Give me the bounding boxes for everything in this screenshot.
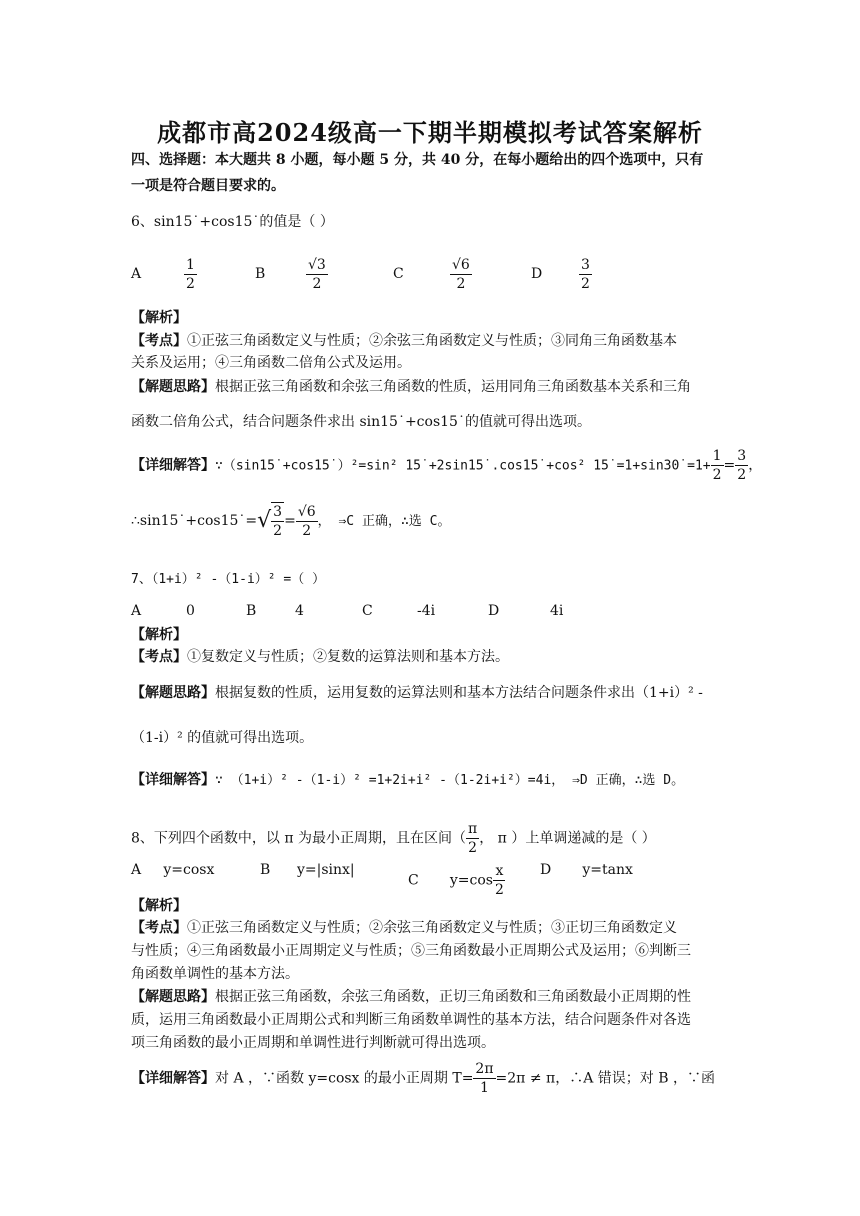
detail-expr: ∵（sin15˙+cos15˙）²=sin² 15˙+2sin15˙.cos15˙+cos² 15˙=1+sin30˙=1+	[215, 458, 711, 474]
q7-option-b-letter: B	[246, 603, 257, 619]
detail-conclusion: ， ⇒C 正确，∴选 C。	[317, 514, 451, 529]
q6-option-b-letter: B	[255, 266, 266, 282]
q7-option-c-letter: C	[362, 603, 373, 619]
fraction-numerator: √6	[452, 257, 470, 273]
q8-option-b: B y=|sinx|	[260, 862, 355, 878]
silu-label: 【解题思路】	[131, 379, 215, 395]
fraction-denominator: 2	[273, 523, 283, 539]
stem-text: 8、下列四个函数中，以 π 为最小正周期，且在区间（	[131, 830, 467, 847]
q6-silu-line1	[131, 377, 691, 397]
fraction-numerator: √3	[308, 257, 326, 273]
fraction-denominator: 2	[581, 276, 590, 292]
fraction	[735, 447, 748, 484]
fraction	[711, 447, 724, 484]
q6-option-a-value	[184, 256, 197, 293]
q8-option-a: A y=cosx	[131, 862, 215, 878]
equals-sign: =	[723, 457, 736, 474]
option-text: C y=cos	[408, 872, 493, 889]
q6-kaodian-line2: 关系及运用；④三角函数二倍角公式及运用。	[131, 355, 411, 371]
section-header-line2: 一项是符合题目要求的。	[131, 178, 285, 194]
fraction-numerator: 3	[737, 448, 747, 464]
fraction-denominator: 2	[712, 467, 722, 483]
fraction-denominator: 2	[186, 276, 195, 292]
detail-label: 【详细解答】	[131, 457, 215, 474]
silu-label: 【解题思路】	[131, 685, 215, 701]
fraction-denominator: 2	[737, 467, 747, 483]
kaodian-label: 【考点】	[131, 649, 187, 665]
silu-text: 根据正弦三角函数，余弦三角函数，正切三角函数和三角函数最小正周期的性	[215, 989, 691, 1005]
q7-option-c-value: -4i	[417, 603, 436, 619]
silu-text: 根据复数的性质，运用复数的运算法则和基本方法结合问题条件求出（1+i）² -	[215, 685, 703, 701]
q6-option-d-value	[579, 256, 592, 293]
q7-option-d-value: 4i	[550, 603, 564, 619]
kaodian-label: 【考点】	[131, 333, 187, 349]
fraction-numerator: 3	[581, 257, 590, 273]
q8-kaodian-line2: 与性质；④三角函数最小正周期定义与性质；⑤三角函数最小正周期公式及运用；⑥判断三	[131, 943, 691, 959]
q7-option-a-letter: A	[131, 603, 142, 619]
q8-analysis-label: 【解析】	[131, 898, 187, 914]
stem-text: ， π ）上单调递减的是（ ）	[479, 830, 656, 847]
section-header-line1: 四、选择题：本大题共 8 小题，每小题 5 分，共 40 分，在每小题给出的四个选项中，只有	[131, 152, 704, 168]
silu-text: 根据正弦三角函数和余弦三角函数的性质，运用同角三角函数基本关系和三角	[215, 379, 691, 395]
fraction	[466, 820, 479, 857]
q8-stem	[131, 820, 656, 857]
q8-detail	[131, 1060, 715, 1097]
q6-silu-line2: 函数二倍角公式，结合问题条件求出 sin15˙+cos15˙的值就可得出选项。	[131, 414, 591, 430]
sqrt-symbol: √	[257, 508, 272, 533]
fraction-numerator: π	[468, 821, 478, 837]
detail-text: ∵ （1+i）² -（1-i）² =1+2i+i² -（1-2i+i²）=4i， ⇒D 正确，∴选 D。	[215, 773, 685, 788]
q6-option-c-letter: C	[393, 266, 404, 282]
page-title: 成都市高2024级高一下期半期模拟考试答案解析	[157, 118, 703, 147]
kaodian-text: ①正弦三角函数定义与性质；②余弦三角函数定义与性质；③正切三角函数定义	[187, 920, 677, 936]
q7-option-b-value: 4	[295, 603, 304, 619]
fraction-numerator: x	[495, 863, 504, 879]
kaodian-text: ①正弦三角函数定义与性质；②余弦三角函数定义与性质；③同角三角函数基本	[187, 333, 677, 349]
silu-label: 【解题思路】	[131, 989, 215, 1005]
fraction-denominator: 2	[312, 276, 322, 292]
detail-text: =2π ≠ π，∴A 错误；对 B ，∵函	[495, 1070, 715, 1087]
q8-option-c	[408, 862, 506, 899]
detail-expr: ∴sin15˙+cos15˙=	[131, 513, 258, 529]
q7-silu-line2: （1-i）² 的值就可得出选项。	[131, 730, 314, 746]
fraction-denominator: 2	[302, 522, 312, 539]
q6-detail-line1	[131, 447, 762, 484]
q7-detail	[131, 770, 684, 791]
q7-kaodian	[131, 647, 509, 667]
q6-option-a-letter: A	[131, 266, 142, 282]
q6-stem: 6、sin15˙+cos15˙的值是（ ）	[131, 214, 334, 230]
q8-silu-line1	[131, 987, 691, 1007]
detail-text: 对 A ，∵函数 y=cosx 的最小正周期 T=	[215, 1070, 474, 1087]
fraction-numerator: 1	[186, 257, 195, 273]
equals-sign: =	[284, 513, 296, 529]
kaodian-label: 【考点】	[131, 920, 187, 936]
q8-kaodian-line3: 角函数单调性的基本方法。	[131, 966, 299, 982]
q7-analysis-label: 【解析】	[131, 627, 187, 643]
fraction-denominator: 2	[468, 840, 478, 856]
fraction	[493, 862, 506, 899]
sqrt-fraction	[271, 502, 284, 540]
fraction-numerator: 3	[273, 504, 283, 520]
q8-silu-line3: 项三角函数的最小正周期和单调性进行判断就可得出选项。	[131, 1035, 495, 1051]
q6-detail-line2	[131, 502, 450, 540]
q8-kaodian-line1	[131, 918, 677, 938]
q6-option-d-letter: D	[531, 266, 543, 282]
q6-kaodian-line1	[131, 331, 677, 351]
q7-option-a-value: 0	[186, 603, 195, 619]
detail-label: 【详细解答】	[131, 772, 215, 788]
q6-analysis-label: 【解析】	[131, 310, 187, 326]
q8-option-d: D y=tanx	[540, 862, 633, 878]
q6-option-b-value	[306, 256, 328, 293]
fraction-denominator: 2	[456, 276, 466, 292]
detail-label: 【详细解答】	[131, 1070, 215, 1087]
fraction-numerator: 1	[712, 448, 722, 464]
kaodian-text: ①复数定义与性质；②复数的运算法则和基本方法。	[187, 649, 509, 665]
fraction	[296, 503, 318, 540]
fraction-denominator: 1	[480, 1080, 489, 1096]
q7-option-d-letter: D	[488, 603, 500, 619]
fraction-numerator: 2π	[475, 1061, 494, 1077]
q7-silu-line1	[131, 683, 703, 703]
fraction-numerator: √6	[297, 503, 316, 520]
punctuation: ，	[748, 457, 763, 474]
fraction	[473, 1060, 495, 1097]
q8-silu-line2: 质，运用三角函数最小正周期公式和判断三角函数单调性的基本方法，结合问题条件对各选	[131, 1012, 691, 1028]
fraction-denominator: 2	[494, 882, 504, 898]
q6-option-c-value	[450, 256, 472, 293]
q7-stem: 7、（1+i）² -（1-i）² =（ ）	[131, 572, 326, 587]
